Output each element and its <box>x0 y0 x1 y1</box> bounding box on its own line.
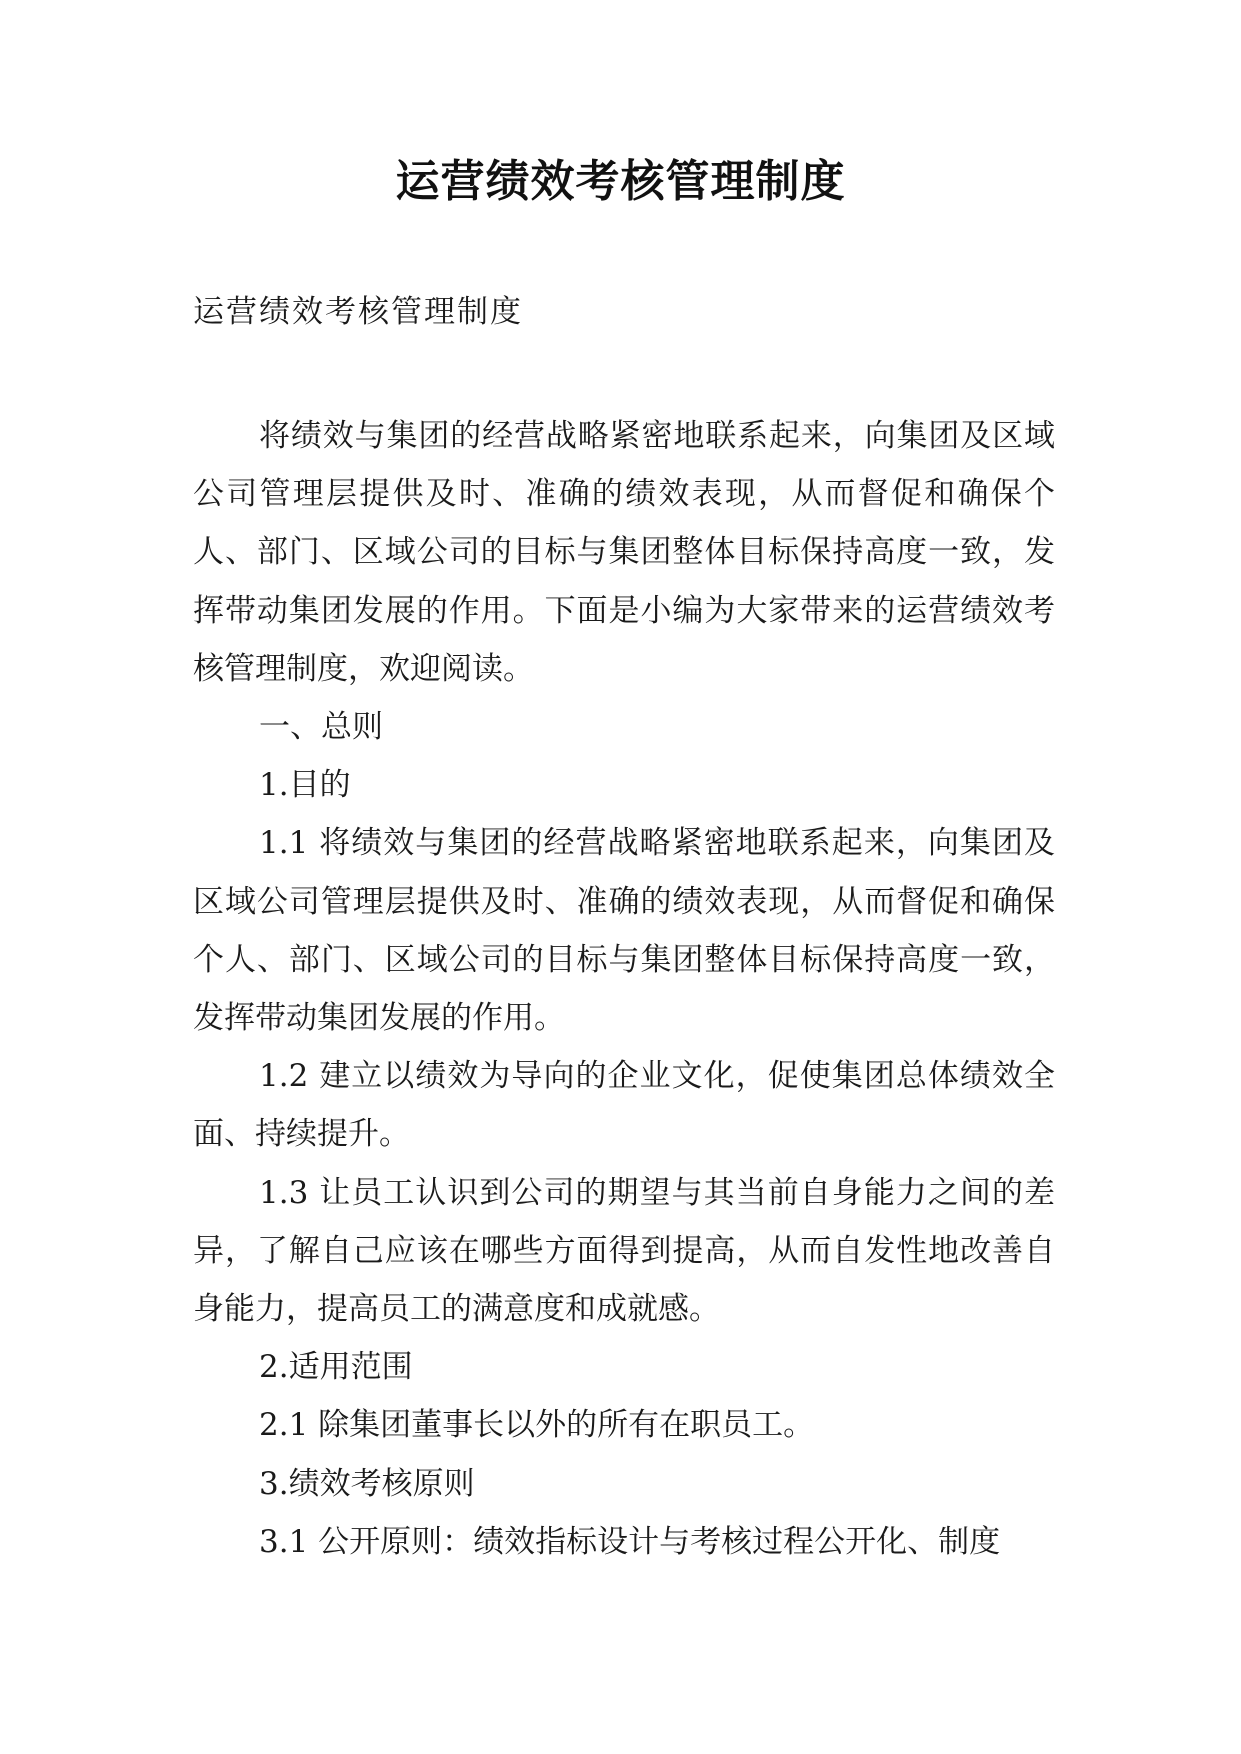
document-title: 运营绩效考核管理制度 <box>395 156 846 207</box>
intro-paragraph: 将绩效与集团的经营战略紧密地联系起来，向集团及区域公司管理层提供及时、准确的绩效表现，从而督促和确保个人、部门、区域公司的目标与集团整体目标保持高度一致，发挥带动集团发展的作用。下面是小编为大家带来的运营绩效考核管理制度，欢迎阅读。 <box>193 418 1055 687</box>
section-heading-general: 一、总则 <box>259 709 383 746</box>
subsection-heading-principles: 3.绩效考核原则 <box>259 1465 475 1502</box>
document-body <box>193 407 1055 1571</box>
clause-3-1: 3.1 公开原则：绩效指标设计与考核过程公开化、制度 <box>259 1523 1001 1560</box>
clause-1-2: 1.2 建立以绩效为导向的企业文化，促使集团总体绩效全面、持续提升。 <box>193 1058 1055 1153</box>
subsection-heading-purpose: 1.目的 <box>259 767 351 804</box>
document-subtitle: 运营绩效考核管理制度 <box>193 294 523 330</box>
clause-1-3: 1.3 让员工认识到公司的期望与其当前自身能力之间的差异，了解自己应该在哪些方面得到提高，从而自发性地改善自身能力，提高员工的满意度和成就感。 <box>193 1174 1055 1328</box>
clause-2-1: 2.1 除集团董事长以外的所有在职员工。 <box>259 1407 815 1444</box>
clause-1-1: 1.1 将绩效与集团的经营战略紧密地联系起来，向集团及区域公司管理层提供及时、准确的绩效表现，从而督促和确保个人、部门、区域公司的目标与集团整体目标保持高度一致，发挥带动集团发展的作用。 <box>193 825 1055 1037</box>
subsection-heading-scope: 2.适用范围 <box>259 1349 413 1386</box>
